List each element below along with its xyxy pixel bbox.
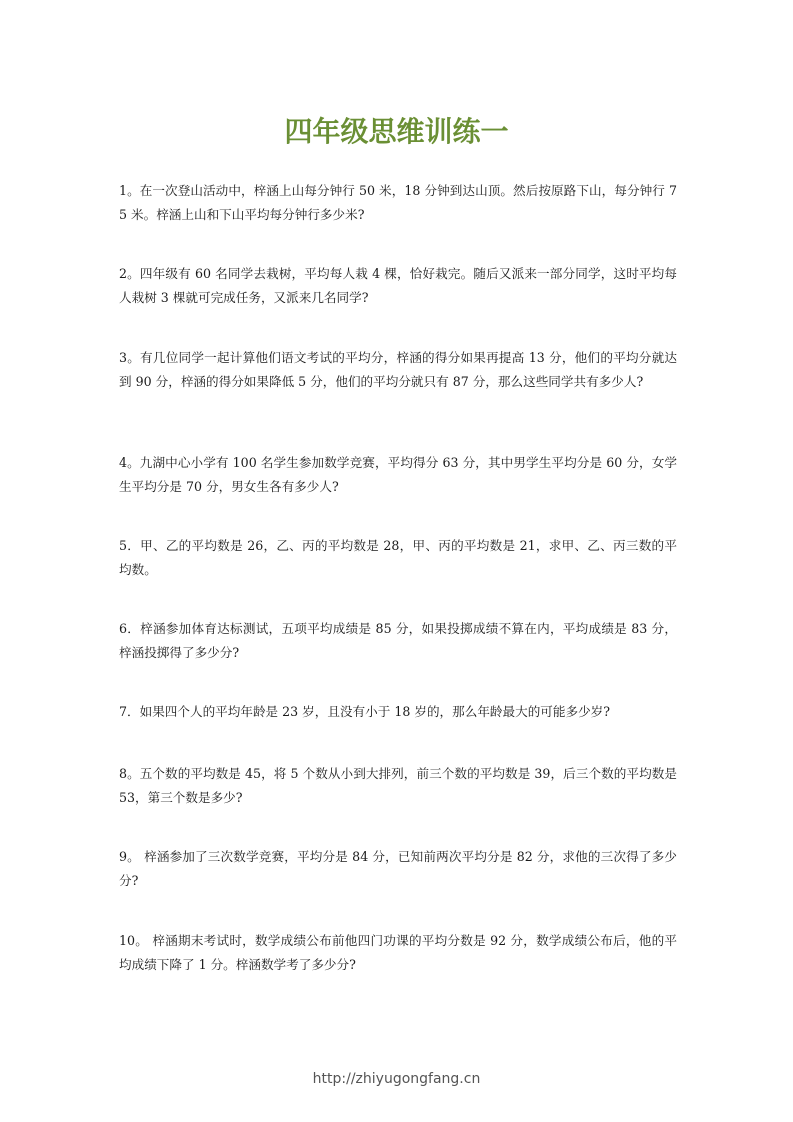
question-8: 8。五个数的平均数是 45，将 5 个数从小到大排列，前三个数的平均数是 39，后三个数的平均数是 53，第三个数是多少? [119,766,677,805]
question-10: 10。 梓涵期末考试时，数学成绩公布前他四门功课的平均分数是 92 分，数学成绩公布后，他的平均成绩下降了 1 分。梓涵数学考了多少分? [119,933,677,972]
question-6: 6．梓涵参加体育达标测试，五项平均成绩是 85 分，如果投掷成绩不算在内，平均成绩是 83 分，梓涵投掷得了多少分? [119,621,677,660]
question-1: 1。在一次登山活动中，梓涵上山每分钟行 50 米，18 分钟到达山顶。然后按原路下山，每分钟行 75 米。梓涵上山和下山平均每分钟行多少米? [119,183,677,222]
question-9: 9。 梓涵参加了三次数学竞赛，平均分是 84 分，已知前两次平均分是 82 分，求他的三次得了多少分? [119,849,677,888]
question-7: 7．如果四个人的平均年龄是 23 岁，且没有小于 18 岁的，那么年龄最大的可能多少岁? [119,704,611,719]
footer-url[interactable]: http://zhiyugongfang.cn [312,1071,481,1087]
question-2: 2。四年级有 60 名同学去栽树，平均每人栽 4 棵，恰好栽完。随后又派来一部分同学，这时平均每人栽树 3 棵就可完成任务，又派来几名同学? [119,266,677,305]
page-title: 四年级思维训练一 [284,115,509,148]
question-5: 5．甲、乙的平均数是 26，乙、丙的平均数是 28，甲、丙的平均数是 21，求甲、乙、丙三数的平均数。 [119,538,677,577]
question-3: 3。有几位同学一起计算他们语文考试的平均分，梓涵的得分如果再提高 13 分，他们的平均分就达到 90 分，梓涵的得分如果降低 5 分，他们的平均分就只有 87 分，那么这些同学共有多少人? [119,350,677,389]
question-4: 4。九湖中心小学有 100 名学生参加数学竞赛，平均得分 63 分，其中男学生平均分是 60 分，女学生平均分是 70 分，男女生各有多少人? [119,455,677,494]
